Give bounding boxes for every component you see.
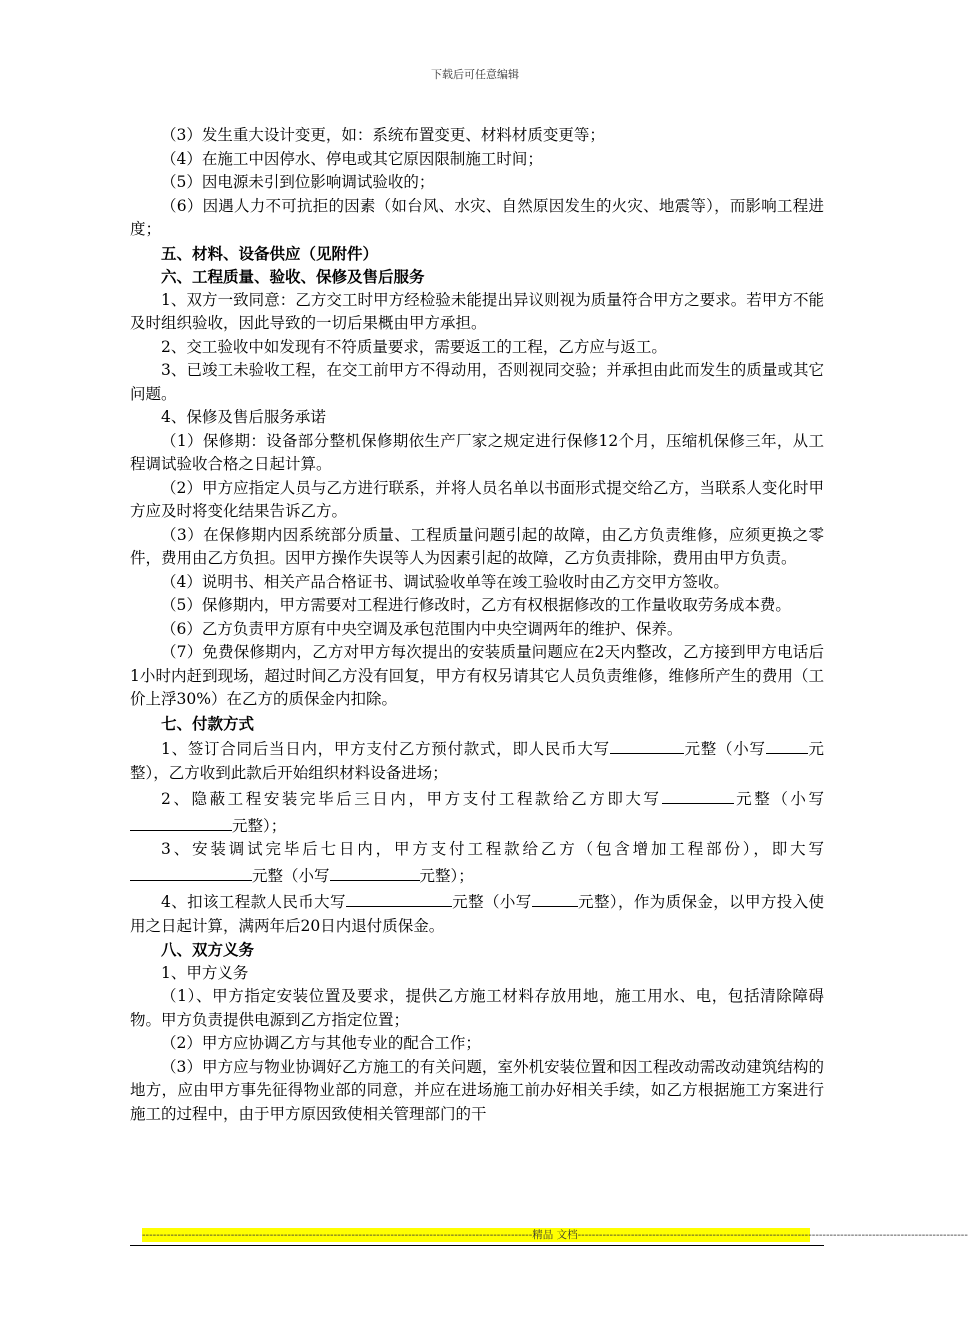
document-body — [130, 124, 824, 1126]
footer-label: 精品 文档 — [532, 1229, 578, 1241]
paragraph: （6）乙方负责甲方原有中央空调及承包范围内中央空调两年的维护、保养。 — [161, 619, 683, 638]
payment-text: 1、签订合同后当日内，甲方支付乙方预付款式，即人民币大写 — [161, 740, 610, 758]
amount-blank[interactable] — [662, 785, 734, 804]
section-heading: 八、双方义务 — [161, 940, 255, 959]
paragraph: 3、已竣工未验收工程，在交工前甲方不得动用，否则视同交验；并承担由此而发生的质量或其它问题。 — [130, 361, 824, 403]
paragraph: （4）说明书、相关产品合格证书、调试验收单等在竣工验收时由乙方交甲方签收。 — [161, 572, 729, 591]
amount-blank[interactable] — [330, 862, 420, 881]
paragraph: （7）免费保修期内，乙方对甲方每次提出的安装质量问题应在2天内整改，乙方接到甲方电话后1小时内赶到现场，超过时间乙方没有回复，甲方有权另请其它人员负责维修，维修所产生的费用（工价上浮30%）在乙方的质保金内扣除。 — [130, 643, 824, 708]
footer-banner — [142, 1228, 968, 1242]
payment-text: 元整（小写 — [683, 740, 766, 758]
paragraph: （3）发生重大设计变更，如：系统布置变更、材料材质变更等； — [161, 126, 605, 144]
payment-text: 3、安装调试完毕后七日内，甲方支付工程款给乙方（包含增加工程部份），即大写 — [161, 840, 824, 858]
paragraph: （3）甲方应与物业协调好乙方施工的有关问题，室外机安装位置和因工程改动需改动建筑结构的地方，应由甲方事先征得物业部的同意，并应在进场施工前办好相关手续，如乙方根据施工方案进行施工的过程中，由于甲方原因致使相关管理部门的干 — [130, 1057, 824, 1123]
paragraph: （4）在施工中因停水、停电或其它原因限制施工时间； — [161, 149, 543, 168]
paragraph: （3）在保修期内因系统部分质量、工程质量问题引起的故障，由乙方负责维修，应须更换之零件，费用由乙方负担。因甲方操作失误等人为因素引起的故障，乙方负责排除，费用由甲方负责。 — [130, 525, 824, 567]
amount-blank[interactable] — [130, 862, 252, 881]
paragraph: 4、保修及售后服务承诺 — [161, 408, 326, 426]
paragraph: （1）保修期：设备部分整机保修期依生产厂家之规定进行保修12个月，压缩机保修三年，从工程调试验收合格之日起计算。 — [130, 431, 824, 473]
page-header: 下载后可任意编辑 — [431, 68, 519, 81]
payment-text: 元整（小写 — [733, 790, 824, 808]
amount-blank[interactable] — [532, 888, 578, 907]
paragraph: （6）因遇人力不可抗拒的因素（如台风、水灾、自然原因发生的火灾、地震等），而影响工程进度； — [130, 196, 824, 238]
paragraph: 1、双方一致同意：乙方交工时甲方经检验未能提出异议则视为质量符合甲方之要求。若甲方不能及时组织验收，因此导致的一切后果概由甲方承担。 — [130, 290, 824, 332]
payment-text: 4、扣该工程款人民币大写 — [161, 893, 346, 911]
footer-divider — [130, 1245, 824, 1246]
amount-blank[interactable] — [610, 735, 684, 754]
paragraph: （5）因电源未引到位影响调试验收的； — [161, 173, 435, 191]
payment-text: 2、隐蔽工程安装完毕后三日内，甲方支付工程款给乙方即大写 — [161, 790, 662, 808]
payment-text: 元整）； — [232, 816, 287, 835]
payment-text: 元整），乙方收到此款后开始组织材料设备进场； — [130, 740, 824, 782]
section-heading: 六、工程质量、验收、保修及售后服务 — [161, 267, 425, 286]
payment-clause-1 — [130, 735, 824, 785]
payment-text: 元整）； — [419, 866, 474, 885]
paragraph: 2、交工验收中如发现有不符质量要求，需要返工的工程，乙方应与返工。 — [161, 337, 667, 356]
payment-text: 元整（小写 — [451, 893, 532, 911]
payment-clause-3 — [130, 838, 824, 888]
payment-clause-4 — [130, 888, 824, 938]
amount-blank[interactable] — [766, 735, 808, 754]
paragraph: （2）甲方应指定人员与乙方进行联系，并将人员名单以书面形式提交给乙方，当联系人变化时甲方应及时将变化结果告诉乙方。 — [130, 478, 824, 520]
paragraph: 1、甲方义务 — [161, 963, 249, 982]
footer-dashes: -------------------------------------------------------------------------------------------------------------- — [142, 1229, 533, 1241]
payment-text: 元整（小写 — [252, 866, 330, 885]
section-heading: 七、付款方式 — [161, 713, 255, 733]
amount-blank[interactable] — [130, 812, 232, 831]
payment-text: 元整），作为质保金，以甲方投入使用之日起计算，满两年后20日内退付质保金。 — [130, 893, 824, 935]
paragraph: （2）甲方应协调乙方与其他专业的配合工作； — [161, 1034, 481, 1052]
section-heading: 五、材料、设备供应（见附件） — [161, 243, 379, 263]
amount-blank[interactable] — [346, 888, 452, 907]
paragraph: （5）保修期内，甲方需要对工程进行修改时，乙方有权根据修改的工作量收取劳务成本费。 — [161, 596, 791, 614]
payment-clause-2 — [130, 785, 824, 838]
paragraph: （1）、甲方指定安装位置及要求，提供乙方施工材料存放用地，施工用水、电，包括清除障碍物。甲方负责提供电源到乙方指定位置； — [130, 987, 824, 1029]
footer-dashes: -------------------------------------------------------------------------------------------------------------- — [577, 1229, 968, 1241]
